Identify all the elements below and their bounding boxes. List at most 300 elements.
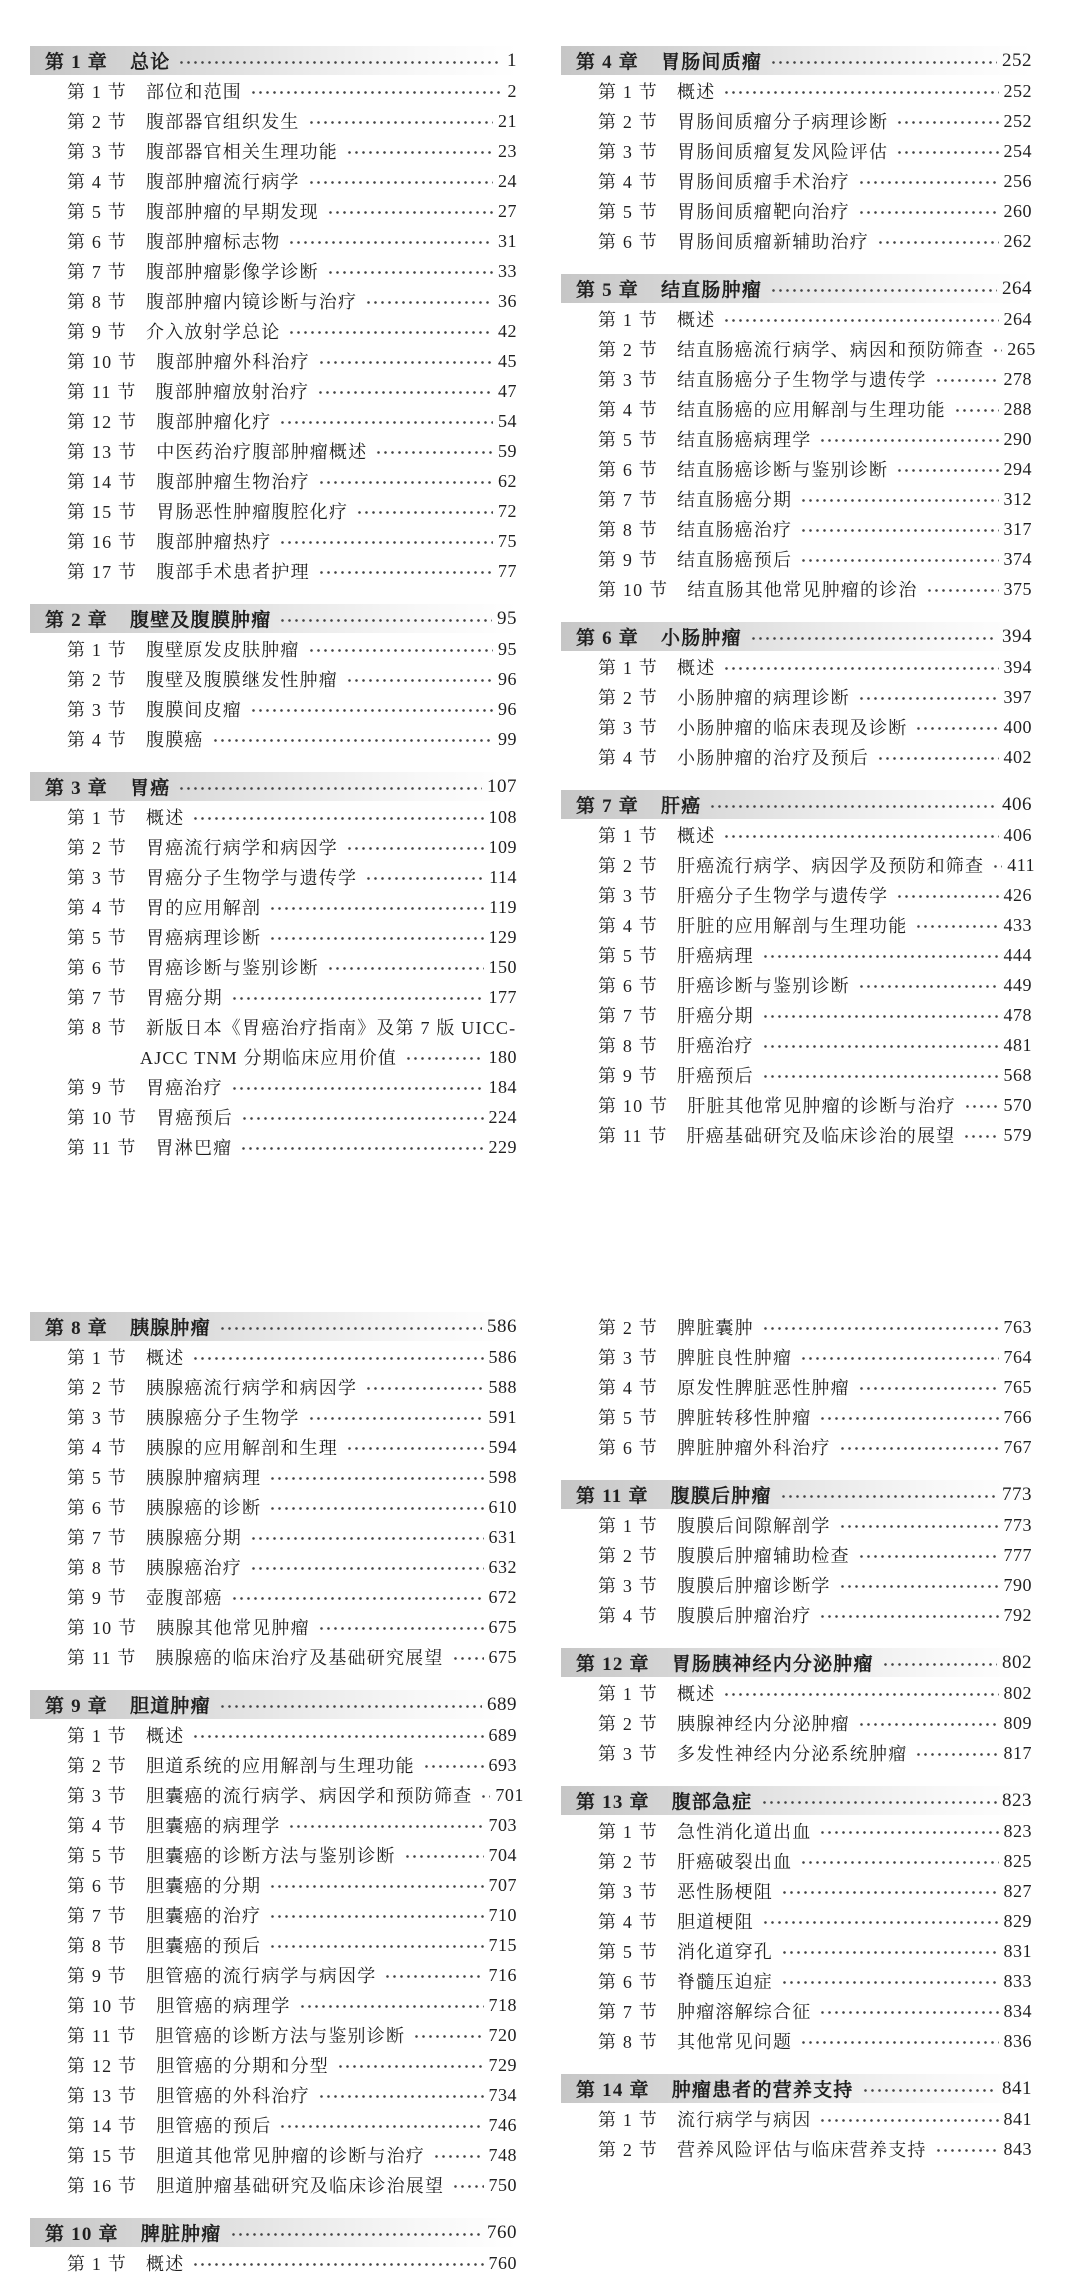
section-row <box>30 1642 517 1672</box>
chapter-label: 第 10 章 <box>45 2224 119 2245</box>
section-row <box>30 1012 517 1042</box>
section-page-number: 767 <box>1003 1436 1032 1457</box>
section-page-number: 449 <box>1003 974 1032 995</box>
section-row <box>561 1090 1032 1120</box>
section-title: 胆囊癌的治疗 <box>146 1906 262 1926</box>
section-title: 概述 <box>146 2254 185 2274</box>
chapter-row <box>561 46 1032 75</box>
section-label: 第 3 节 <box>598 1348 658 1368</box>
dot-leader <box>839 1432 999 1462</box>
dot-leader <box>858 970 999 1000</box>
section-row <box>561 544 1032 574</box>
dot-leader <box>269 892 484 922</box>
chapter-title: 肿瘤患者的营养支持 <box>671 2080 854 2101</box>
dot-leader <box>780 1480 997 1510</box>
section-row <box>561 970 1032 1000</box>
section-page-number: 99 <box>498 728 517 749</box>
section-page-number: 119 <box>489 896 517 917</box>
section-page-number: 701 <box>495 1784 524 1805</box>
section-row <box>561 910 1032 940</box>
section-label: 第 2 节 <box>67 838 127 858</box>
section-title: 胃的应用解剖 <box>146 898 262 918</box>
section-row <box>561 484 1032 514</box>
section-label: 第 3 节 <box>67 1408 127 1428</box>
section-label: 第 8 节 <box>67 292 127 312</box>
section-row <box>561 1846 1032 1876</box>
section-page-number: 675 <box>488 1616 517 1637</box>
section-label: 第 10 节 <box>67 1996 138 2016</box>
section-row <box>30 892 517 922</box>
dot-leader <box>800 514 998 544</box>
section-row <box>561 304 1032 334</box>
section-row <box>30 1402 517 1432</box>
dot-leader <box>858 166 999 196</box>
section-row <box>30 2050 517 2080</box>
section-row <box>561 742 1032 772</box>
section-label: 第 6 节 <box>67 958 127 978</box>
section-page-number: 375 <box>1003 578 1032 599</box>
section-page-number: 288 <box>1003 398 1032 419</box>
section-row <box>30 952 517 982</box>
section-row <box>561 1030 1032 1060</box>
dot-leader <box>723 820 998 850</box>
section-row <box>30 1072 517 1102</box>
chapter-row <box>561 622 1032 651</box>
section-page-number: 817 <box>1003 1742 1032 1763</box>
toc-chapter-block <box>561 1786 1032 2056</box>
section-title: 胆道其他常见肿瘤的诊断与治疗 <box>156 2146 426 2166</box>
section-page-number: 95 <box>498 638 517 659</box>
dot-leader <box>819 424 998 454</box>
chapter-title: 肝癌 <box>661 796 702 817</box>
section-row <box>30 106 517 136</box>
chapter-label: 第 13 章 <box>576 1792 650 1813</box>
toc-page2-right-column <box>561 1312 1032 2164</box>
dot-leader <box>819 1996 998 2026</box>
chapter-row <box>30 604 517 633</box>
section-title: 腹膜癌 <box>146 730 204 750</box>
section-page-number: 109 <box>488 836 517 857</box>
section-label: 第 2 节 <box>67 670 127 690</box>
section-label: 第 5 节 <box>598 1408 658 1428</box>
section-row <box>561 682 1032 712</box>
section-row <box>561 394 1032 424</box>
section-page-number: 790 <box>1003 1574 1032 1595</box>
section-page-number: 478 <box>1003 1004 1032 1025</box>
section-title: 原发性脾脏恶性肿瘤 <box>677 1378 850 1398</box>
section-row <box>30 1990 517 2020</box>
chapter-row <box>561 1480 1032 1509</box>
section-page-number: 264 <box>1003 308 1032 329</box>
toc-chapter-block <box>561 622 1032 772</box>
chapter-title: 总论 <box>130 52 171 73</box>
section-label: 第 8 节 <box>598 520 658 540</box>
section-page-number: 400 <box>1003 716 1032 737</box>
section-label: 第 17 节 <box>67 562 138 582</box>
section-row <box>30 1522 517 1552</box>
section-row <box>561 850 1036 880</box>
section-page-number: 693 <box>488 1754 517 1775</box>
section-label: 第 8 节 <box>598 2032 658 2052</box>
section-row <box>30 664 517 694</box>
section-title: 结直肠癌流行病学、病因和预防筛查 <box>677 340 985 360</box>
section-title: 脾脏转移性肿瘤 <box>677 1408 812 1428</box>
section-page-number: 703 <box>488 1814 517 1835</box>
section-label: 第 6 节 <box>598 1438 658 1458</box>
section-row <box>30 136 517 166</box>
section-title: 肝癌病理 <box>677 946 754 966</box>
section-label: 第 10 节 <box>598 580 669 600</box>
section-row <box>30 1342 517 1372</box>
section-title: 肝癌破裂出血 <box>677 1852 793 1872</box>
section-label: 第 5 节 <box>67 1846 127 1866</box>
dot-leader <box>935 2134 999 2164</box>
toc-chapter-block <box>561 274 1036 604</box>
section-row <box>30 526 517 556</box>
section-title: 肝脏其他常见肿瘤的诊断与治疗 <box>687 1096 957 1116</box>
section-label: 第 2 节 <box>598 2140 658 2160</box>
section-row <box>561 2104 1032 2134</box>
section-row <box>30 724 517 754</box>
dot-leader <box>800 2026 998 2056</box>
section-page-number: 294 <box>1003 458 1032 479</box>
chapter-page-number: 406 <box>1002 793 1032 815</box>
section-label: 第 15 节 <box>67 502 138 522</box>
toc-chapter-block <box>561 790 1036 1150</box>
dot-leader <box>384 1960 483 1990</box>
section-label: 第 3 节 <box>598 886 658 906</box>
section-page-number: 831 <box>1003 1940 1032 1961</box>
section-title: 壶腹部癌 <box>146 1588 223 1608</box>
toc-chapter-block <box>561 1312 1032 1462</box>
section-title: 胆管癌的病理学 <box>156 1996 291 2016</box>
section-page-number: 278 <box>1003 368 1032 389</box>
section-page-number: 290 <box>1003 428 1032 449</box>
section-page-number: 809 <box>1003 1712 1032 1733</box>
section-title: 脾脏肿瘤外科治疗 <box>677 1438 831 1458</box>
section-title: 胰腺癌分期 <box>146 1528 242 1548</box>
chapter-row <box>561 274 1032 303</box>
section-title: 概述 <box>677 658 716 678</box>
chapter-page-number: 760 <box>487 2221 517 2243</box>
section-title: 腹膜后间隙解剖学 <box>677 1516 831 1536</box>
section-title: 胆道梗阻 <box>677 1912 754 1932</box>
section-title: 其他常见问题 <box>677 2032 793 2052</box>
section-title: 脾脏囊肿 <box>677 1318 754 1338</box>
section-label: 第 1 节 <box>67 808 127 828</box>
section-page-number: 792 <box>1003 1604 1032 1625</box>
section-page-number: 374 <box>1003 548 1032 569</box>
dot-leader <box>346 1432 484 1462</box>
section-label: 第 3 节 <box>67 1786 127 1806</box>
section-page-number: 836 <box>1003 2030 1032 2051</box>
dot-leader <box>250 1522 484 1552</box>
section-page-number: 760 <box>488 2252 517 2273</box>
section-title: 腹膜后肿瘤辅助检查 <box>677 1546 850 1566</box>
section-row <box>30 436 517 466</box>
section-page-number: 402 <box>1003 746 1032 767</box>
section-title: 胆管癌的预后 <box>156 2116 272 2136</box>
dot-leader <box>781 1936 999 1966</box>
section-row <box>561 106 1032 136</box>
dot-leader <box>337 2050 483 2080</box>
section-page-number: 444 <box>1003 944 1032 965</box>
section-title: 腹膜后肿瘤诊断学 <box>677 1576 831 1596</box>
dot-leader <box>926 574 999 604</box>
section-row <box>30 2080 517 2110</box>
dot-leader <box>762 940 999 970</box>
section-row <box>561 2026 1032 2056</box>
section-title: 新版日本《胃癌治疗指南》及第 7 版 UICC- <box>146 1018 517 1038</box>
section-title: 胰腺癌流行病学和病因学 <box>146 1378 358 1398</box>
section-label: 第 4 节 <box>598 748 658 768</box>
section-title: 结直肠癌的应用解剖与生理功能 <box>677 400 946 420</box>
chapter-row <box>561 2074 1032 2103</box>
section-label: 第 2 节 <box>598 1852 658 1872</box>
section-label: 第 4 节 <box>598 1606 658 1626</box>
chapter-page-number: 394 <box>1002 625 1032 647</box>
section-page-number: 631 <box>488 1526 517 1547</box>
section-row <box>30 1612 517 1642</box>
section-row <box>561 1678 1032 1708</box>
toc-chapter-block <box>30 604 517 754</box>
section-title: 胃癌诊断与鉴别诊断 <box>146 958 319 978</box>
dot-leader <box>308 1402 484 1432</box>
section-page-number: 707 <box>488 1874 517 1895</box>
section-label: 第 6 节 <box>598 232 658 252</box>
dot-leader <box>178 46 502 76</box>
section-title: 腹部肿瘤的早期发现 <box>146 202 319 222</box>
section-title: 胃肠间质瘤复发风险评估 <box>677 142 889 162</box>
section-title: 结直肠癌分子生物学与遗传学 <box>677 370 927 390</box>
section-label: 第 16 节 <box>67 532 138 552</box>
toc-chapter-block <box>30 1690 524 2200</box>
section-page-number: 96 <box>498 668 517 689</box>
section-page-number: 579 <box>1003 1124 1032 1145</box>
section-page-number: 229 <box>488 1136 517 1157</box>
chapter-row <box>561 1786 1032 1815</box>
section-page-number: 47 <box>498 380 517 401</box>
dot-leader <box>915 910 998 940</box>
dot-leader <box>327 196 493 226</box>
section-row <box>30 2248 517 2278</box>
section-page-number: 704 <box>488 1844 517 1865</box>
section-label: 第 6 节 <box>67 232 127 252</box>
section-label: 第 13 节 <box>67 442 138 462</box>
section-title: 胆管癌的诊断方法与鉴别诊断 <box>155 2026 406 2046</box>
dot-leader <box>250 1552 484 1582</box>
chapter-page-number: 802 <box>1002 1651 1032 1673</box>
dot-leader <box>858 1540 999 1570</box>
section-page-number: 766 <box>1003 1406 1032 1427</box>
section-title: 腹部肿瘤生物治疗 <box>156 472 310 492</box>
chapter-title: 结直肠肿瘤 <box>661 280 763 301</box>
section-page-number: 718 <box>488 1994 517 2015</box>
section-page-number: 734 <box>488 2084 517 2105</box>
section-page-number: 570 <box>1003 1094 1032 1115</box>
section-label: 第 6 节 <box>67 1876 127 1896</box>
dot-leader <box>327 952 484 982</box>
chapter-row <box>30 772 517 801</box>
section-label: 第 12 节 <box>67 412 138 432</box>
section-label: 第 2 节 <box>598 1546 658 1566</box>
section-page-number: 62 <box>498 470 517 491</box>
section-label: 第 1 节 <box>598 1684 658 1704</box>
section-label: 第 8 节 <box>598 1036 658 1056</box>
section-row <box>30 76 517 106</box>
dot-leader <box>241 1102 483 1132</box>
dot-leader <box>800 484 998 514</box>
dot-leader <box>269 1900 483 1930</box>
section-label: 第 5 节 <box>67 202 127 222</box>
section-page-number: 433 <box>1003 914 1032 935</box>
chapter-page-number: 689 <box>487 1693 517 1715</box>
section-label: 第 3 节 <box>598 718 658 738</box>
chapter-row <box>30 46 517 75</box>
section-page-number: 426 <box>1003 884 1032 905</box>
section-title: 概述 <box>677 1684 716 1704</box>
section-label: 第 5 节 <box>598 430 658 450</box>
dot-leader <box>762 1906 999 1936</box>
chapter-page-number: 95 <box>497 607 517 629</box>
dot-leader <box>770 274 997 304</box>
section-label: 第 6 节 <box>598 1972 658 1992</box>
section-label: 第 4 节 <box>67 1816 127 1836</box>
dot-leader <box>327 256 493 286</box>
chapter-label: 第 8 章 <box>45 1318 109 1339</box>
section-row <box>561 1936 1032 1966</box>
section-page-number: 42 <box>498 320 517 341</box>
section-page-number: 773 <box>1003 1514 1032 1535</box>
section-title: 胆囊癌的病理学 <box>146 1816 281 1836</box>
section-row <box>30 2110 517 2140</box>
section-row-continuation <box>30 1042 517 1072</box>
section-page-number: 72 <box>498 500 517 521</box>
section-row <box>561 514 1032 544</box>
section-row <box>561 364 1032 394</box>
section-title: 结直肠癌治疗 <box>677 520 793 540</box>
section-title: 腹部肿瘤内镜诊断与治疗 <box>146 292 358 312</box>
section-label: 第 3 节 <box>598 1882 658 1902</box>
section-title: 腹部肿瘤影像学诊断 <box>146 262 319 282</box>
section-title: 腹部肿瘤外科治疗 <box>156 352 310 372</box>
dot-leader <box>288 226 493 256</box>
section-row <box>30 166 517 196</box>
section-row <box>30 286 517 316</box>
section-label: 第 5 节 <box>598 946 658 966</box>
section-row <box>30 1552 517 1582</box>
section-page-number: 184 <box>488 1076 517 1097</box>
section-row <box>561 1372 1032 1402</box>
section-title: 胃癌病理诊断 <box>146 928 262 948</box>
dot-leader <box>915 1738 998 1768</box>
section-label: 第 2 节 <box>67 1756 127 1776</box>
dot-leader <box>423 1750 484 1780</box>
section-label: 第 2 节 <box>67 112 127 132</box>
dot-leader <box>318 556 493 586</box>
section-page-number: 586 <box>488 1346 517 1367</box>
section-title: 肝癌基础研究及临床诊治的展望 <box>686 1126 956 1146</box>
section-page-number: 750 <box>488 2174 517 2195</box>
section-page-number: 406 <box>1003 824 1032 845</box>
dot-leader <box>269 922 483 952</box>
section-label: 第 3 节 <box>598 142 658 162</box>
section-label: 第 4 节 <box>67 172 127 192</box>
chapter-title: 腹部急症 <box>671 1792 753 1813</box>
section-title: 胆管癌的外科治疗 <box>156 2086 310 2106</box>
section-title: 概述 <box>146 808 185 828</box>
dot-leader <box>452 1642 484 1672</box>
toc-chapter-block <box>30 1312 517 1672</box>
dot-leader <box>433 2140 483 2170</box>
section-row <box>30 2170 517 2200</box>
dot-leader <box>800 1846 998 1876</box>
dot-leader <box>896 454 998 484</box>
section-title: 胆道系统的应用解剖与生理功能 <box>146 1756 415 1776</box>
section-row <box>30 1720 517 1750</box>
section-title: 小肠肿瘤的临床表现及诊断 <box>677 718 908 738</box>
section-title: 概述 <box>677 82 716 102</box>
section-page-number: 129 <box>488 926 517 947</box>
dot-leader <box>365 1372 483 1402</box>
section-label: 第 7 节 <box>598 1006 658 1026</box>
section-row <box>30 1582 517 1612</box>
section-row <box>561 1600 1032 1630</box>
section-row <box>561 226 1032 256</box>
dot-leader <box>819 1402 998 1432</box>
section-page-number: 265 <box>1007 338 1036 359</box>
section-title: 营养风险评估与临床营养支持 <box>677 2140 927 2160</box>
section-title: 腹壁原发皮肤肿瘤 <box>146 640 300 660</box>
section-row <box>561 1060 1032 1090</box>
chapter-title: 脾脏肿瘤 <box>140 2224 222 2245</box>
section-row <box>561 196 1032 226</box>
section-title: 胰腺的应用解剖和生理 <box>146 1438 338 1458</box>
section-row <box>30 1810 517 1840</box>
section-label: 第 11 节 <box>67 1648 137 1668</box>
section-row <box>561 1708 1032 1738</box>
section-label: 第 2 节 <box>598 856 658 876</box>
section-title: 腹部肿瘤化疗 <box>156 412 272 432</box>
dot-leader <box>935 364 999 394</box>
dot-leader <box>375 436 493 466</box>
section-row <box>30 1840 517 1870</box>
section-page-number: 317 <box>1003 518 1032 539</box>
section-page-number: 394 <box>1003 656 1032 677</box>
chapter-page-number: 252 <box>1002 49 1032 71</box>
section-page-number: 252 <box>1003 110 1032 131</box>
dot-leader <box>858 1372 999 1402</box>
toc-chapter-block <box>561 1648 1032 1768</box>
section-row <box>561 1000 1032 1030</box>
section-row <box>561 1738 1032 1768</box>
section-row <box>561 652 1032 682</box>
section-label: 第 1 节 <box>598 310 658 330</box>
section-page-number: 843 <box>1003 2138 1032 2159</box>
section-page-number: 610 <box>488 1496 517 1517</box>
dot-leader <box>882 1648 997 1678</box>
dot-leader <box>954 394 999 424</box>
dot-leader <box>781 1966 999 1996</box>
section-label: 第 7 节 <box>598 2002 658 2022</box>
section-label: 第 15 节 <box>67 2146 138 2166</box>
section-label: 第 4 节 <box>598 172 658 192</box>
section-label: 第 7 节 <box>598 490 658 510</box>
toc-chapter-block <box>561 1480 1032 1630</box>
dot-leader <box>800 544 998 574</box>
dot-leader <box>318 1612 484 1642</box>
section-title: 急性消化道出血 <box>677 1822 812 1842</box>
